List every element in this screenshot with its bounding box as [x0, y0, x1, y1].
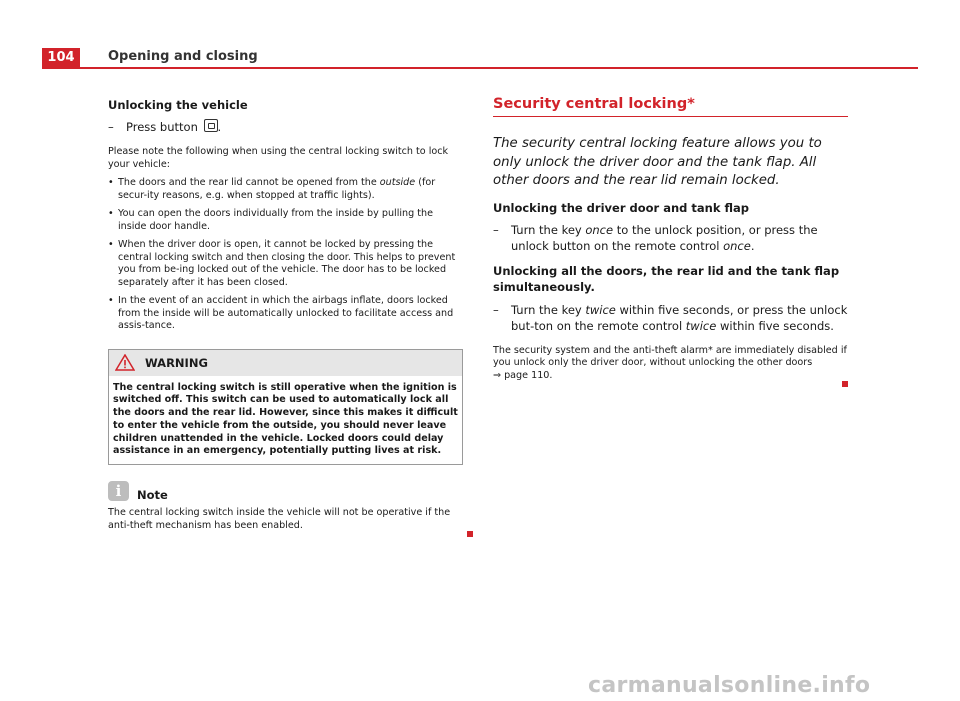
note-header [108, 481, 463, 501]
end-marker-icon [842, 381, 848, 387]
page-reference-link[interactable]: ⇒ page 110. [493, 369, 553, 381]
intro-text: The security central locking feature allows you to only unlock the driver door and the tank flap. All other doors and the rear lid remain locked. [493, 136, 822, 188]
info-icon: i [108, 481, 129, 501]
subheading: Unlocking the driver door and tank flap [493, 200, 750, 215]
note-title: Note [137, 488, 168, 503]
warning-box [108, 349, 463, 466]
warning-text: The central locking switch is still operative when the ignition is switched off. This switch can be used to automatically lock all the doors and the rear lid. However, since this makes it difficult to enter the vehicle from the outside, you should never leave children unattended in the vehicle. Locked doors could delay assistance in an emergency, potentially putting lives at risk. [113, 381, 458, 457]
end-marker-icon [467, 531, 473, 537]
page-number: 104 [42, 48, 80, 68]
list-item: • When the driver door is open, it cannot be locked by pressing the central locking switch and then closing the door. This helps to prevent you from be-ing locked out of the vehicle. The door has to be locked separately after it has been closed. [108, 239, 456, 288]
step: – Turn the key twice within five seconds, or press the unlock but-ton on the remote control twice within five seconds. [493, 302, 848, 333]
note-intro: Please note the following when using the central locking switch to lock your vehicle: [108, 146, 449, 170]
watermark: carmanualsonline.info [588, 673, 871, 698]
warning-title: WARNING [145, 355, 208, 370]
left-column [108, 98, 463, 541]
closing-text: The security system and the anti-theft alarm* are immediately disabled if you unlock only the driver door, without unlocking the other doors ⇒ page 110. [493, 344, 847, 381]
list-item: • In the event of an accident in which the airbags inflate, doors locked from the inside will be automatically unlocked to facilitate access and assis-tance. [108, 295, 454, 331]
list-item: • You can open the doors individually from the inside by pulling the inside door handle. [108, 208, 433, 232]
list-item: • The doors and the rear lid cannot be opened from the outside (for secur-ity reasons, e.g. when stopped at traffic lights). [108, 177, 436, 201]
warning-triangle-icon [115, 354, 135, 371]
page-title: Opening and closing [108, 49, 258, 64]
lock-button-icon [204, 119, 218, 132]
header-rule [42, 67, 918, 69]
step: – Turn the key once to the unlock position, or press the unlock button on the remote control once. [493, 222, 818, 253]
note-text: The central locking switch inside the vehicle will not be operative if the anti-theft mechanism has been enabled. [108, 507, 451, 531]
step: – Press button . [108, 120, 222, 134]
section-heading: Unlocking the vehicle [108, 98, 248, 112]
subheading: Unlocking all the doors, the rear lid and the tank flap simultaneously. [493, 263, 840, 294]
right-column [493, 96, 848, 391]
section-title: Security central locking* [493, 96, 848, 117]
